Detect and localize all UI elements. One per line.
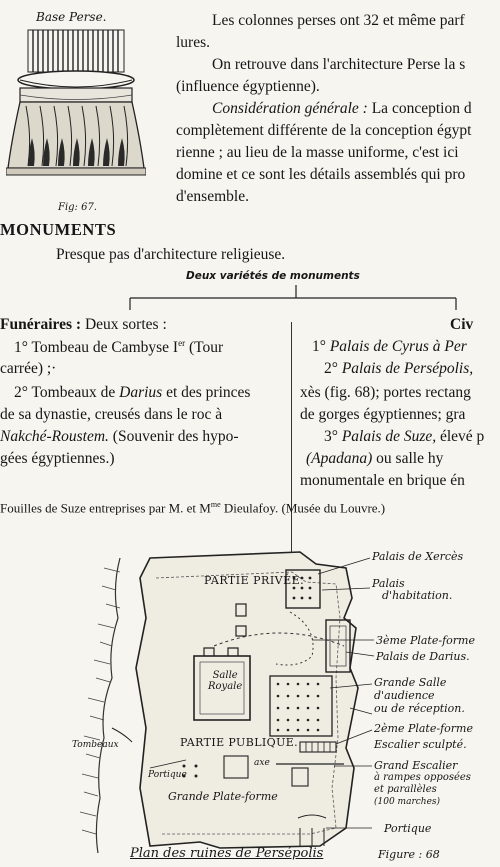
civils-title: Civ: [450, 316, 474, 333]
funeraires-line-6: gées égyptiennes.): [0, 450, 115, 467]
plan-label-escalier-sculpte: Escalier sculpté.: [374, 738, 467, 751]
varieties-bracket: [0, 284, 500, 310]
palais-persepolis-emphasis: Palais de Persépolis,: [341, 360, 474, 377]
plan-label-3eme-plateforme: 3ème Plate-forme: [376, 634, 475, 647]
figure67-label: Fig: 67.: [58, 202, 97, 213]
plan-label-palais-darius: Palais de Darius.: [376, 650, 470, 663]
palais-cyrus-emphasis: Palais de Cyrus à Per: [329, 338, 467, 355]
civils-line-5: 3° Palais de Suze, élevé p: [324, 428, 485, 445]
funeraires-line-3: 2° Tombeaux de Darius et des princes: [14, 384, 251, 401]
nakche-roustem-emphasis: Nakché-Roustem.: [0, 428, 109, 445]
plan-label-axe: axe: [254, 758, 270, 768]
plan-label-partie-privee: PARTIE PRIVÉE.: [204, 574, 305, 587]
palais-habitation-line-2: d'habitation.: [382, 589, 453, 602]
intro-line-2: lures.: [176, 34, 211, 51]
funeraires-title-rest: Deux sortes :: [81, 316, 167, 333]
intro-line-4: (influence égyptienne).: [176, 78, 320, 95]
intro-line-5-rest: La conception d: [367, 100, 472, 117]
funeraires-title: [0, 316, 167, 334]
grande-salle-line-2: d'audience: [374, 689, 435, 702]
intro-line-7: rienne ; au lieu de la masse uniforme, c'est ici: [176, 144, 459, 161]
plan-label-grande-salle: [374, 676, 465, 715]
funeraires-line-4: de sa dynastie, creusés dans le roc à: [0, 406, 223, 423]
grande-salle-line-3: ou de réception.: [374, 702, 465, 715]
civils-line-3: xès (fig. 68); portes rectang: [300, 384, 471, 401]
plan-label-partie-publique: PARTIE PUBLIQUE.: [180, 736, 299, 749]
plan-label-tombeaux: Tombeaux: [72, 740, 119, 750]
grand-escalier-line-1: Grand Escalier: [374, 759, 458, 772]
monuments-heading: MONUMENTS: [0, 220, 117, 239]
plan-label-2eme-plateforme: 2ème Plate-forme: [374, 722, 473, 735]
intro-line-6: complètement différente de la conception égypt: [176, 122, 472, 139]
intro-line-3: On retrouve dans l'architecture Perse la s: [212, 56, 466, 73]
intro-line-8: domine et ce sont les détails assemblés qui pro: [176, 166, 466, 183]
funeraires-line-5: Nakché-Roustem. (Souvenir des hypo-: [0, 428, 239, 445]
plan-label-palais-habitation: [372, 578, 452, 602]
civils-line-7: monumentale en brique én: [300, 472, 465, 489]
intro-line-1: Les colonnes perses ont 32 et même parf: [212, 12, 465, 29]
civils-line-1: 1° Palais de Cyrus à Per: [312, 338, 467, 355]
grande-salle-line-1: Grande Salle: [374, 676, 447, 689]
superscript-me: me: [210, 500, 221, 509]
plan-caption: Plan des ruines de Persépolis: [130, 846, 324, 861]
funeraires-line-1: 1° Tombeau de Cambyse Ier (Tour: [14, 338, 224, 357]
figure68-label: Figure : 68: [378, 848, 440, 861]
palais-suze-emphasis: Palais de Suze,: [341, 428, 437, 445]
plan-label-salle-royale: [208, 670, 242, 692]
civils-line-4: de gorges égyptiennes; gra: [300, 406, 466, 423]
intro-line-5-emphasis: Considération générale :: [212, 100, 368, 117]
funeraires-line-2: carrée) ;·: [0, 360, 57, 377]
plan-label-palais-xerces: Palais de Xercès: [372, 550, 464, 563]
superscript-er: er: [178, 338, 186, 348]
grand-escalier-line-2: à rampes opposées: [374, 772, 471, 783]
plan-label-grande-plateforme: Grande Plate-forme: [168, 790, 278, 803]
plan-label-grand-escalier: [374, 760, 471, 808]
civils-line-6: (Apadana) ou salle hy: [306, 450, 444, 467]
intro-line-9: d'ensemble.: [176, 188, 249, 205]
grand-escalier-line-4: (100 marches): [374, 797, 441, 807]
apadana-emphasis: (Apadana): [306, 450, 373, 467]
salle-royale-line-2: Royale: [208, 681, 243, 692]
monuments-varieties: Deux variétés de monuments: [186, 270, 360, 282]
civils-line-2: 2° Palais de Persépolis,: [324, 360, 474, 377]
grand-escalier-line-3: et parallèles: [374, 784, 437, 795]
figure67-caption: Base Perse.: [36, 10, 107, 24]
darius-emphasis: Darius: [119, 384, 163, 401]
funeraires-title-bold: Funéraires :: [0, 316, 82, 333]
monuments-intro: Presque pas d'architecture religieuse.: [56, 246, 286, 263]
palais-habitation-line-1: Palais: [372, 577, 405, 590]
footnote: Fouilles de Suze entreprises par M. et $M^{me}$ Dieulafoy. (Musée du Louvre.): [0, 500, 386, 516]
plan-label-portique-right: Portique: [384, 822, 432, 835]
persian-column-base-illustration: [6, 28, 146, 178]
plan-label-portique-left: Portique: [148, 770, 187, 780]
intro-line-5: [212, 100, 472, 118]
salle-royale-line-1: Salle: [212, 670, 238, 681]
